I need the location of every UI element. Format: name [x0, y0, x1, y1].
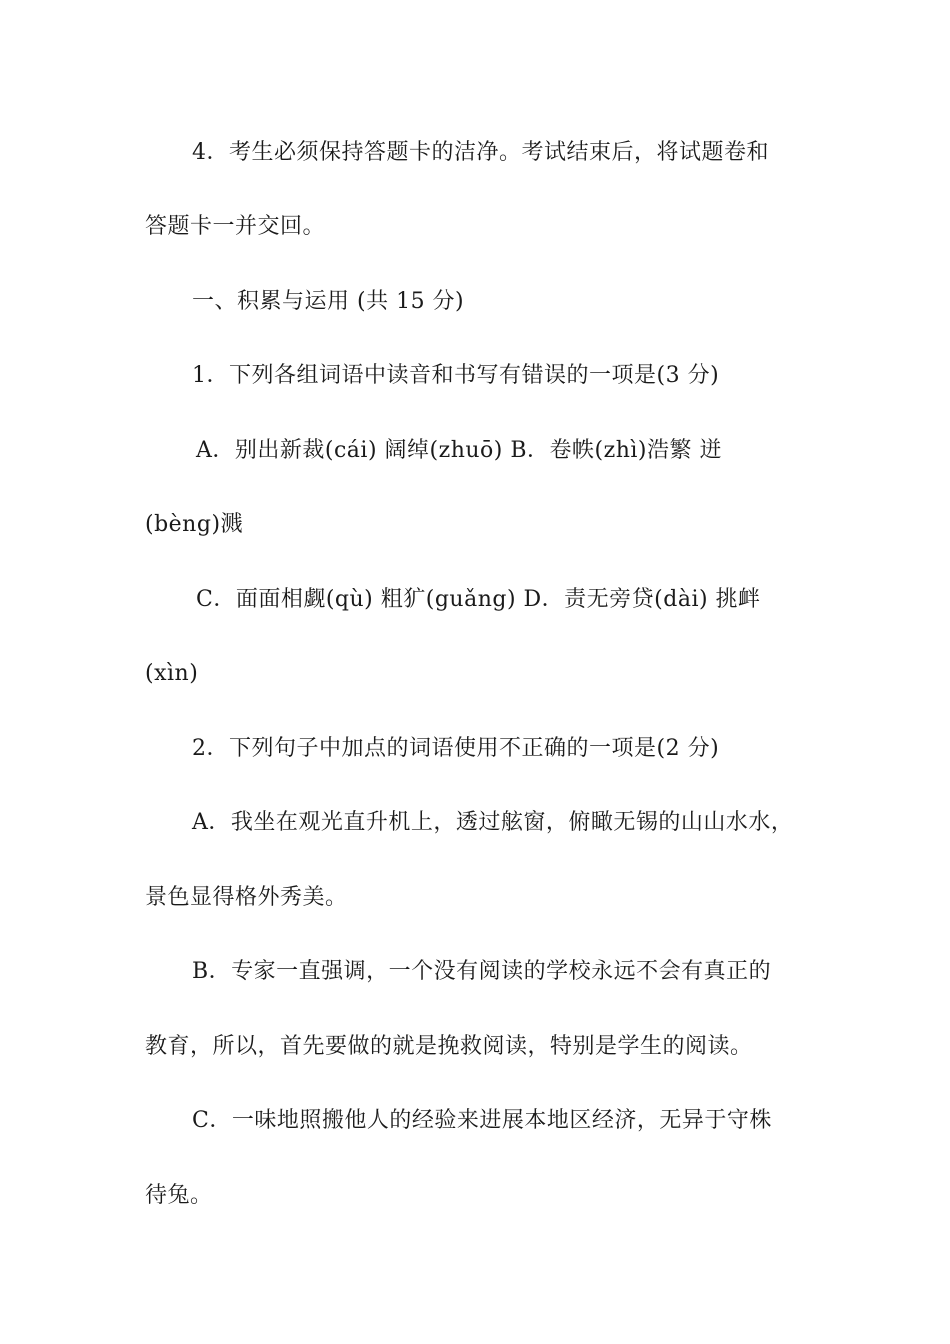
- question-1-options-cd: C．面面相觑(qù) 粗犷(guǎng) D．责无旁贷(dài) 挑衅: [196, 587, 761, 612]
- question-2-option-c-line-2: 待兔。: [145, 1183, 213, 1208]
- question-1: 1．下列各组词语中读音和书写有错误的一项是(3 分): [192, 363, 720, 388]
- question-1-options-ab: A．别出新裁(cái) 阔绰(zhuō) B．卷帙(zhì)浩繁 迸: [196, 438, 722, 463]
- question-2-option-c-line-1: C．一味地照搬他人的经验来进展本地区经济，无异于守株: [192, 1108, 772, 1133]
- question-1-options-cd-cont: (xìn): [145, 661, 199, 686]
- question-2-option-a-line-1: A．我坐在观光直升机上，透过舷窗，俯瞰无锡的山山水水，: [192, 810, 794, 835]
- question-2-option-b-line-2: 教育，所以，首先要做的就是挽救阅读，特别是学生的阅读。: [145, 1034, 753, 1059]
- instruction-4-line-2: 答题卡一并交回。: [145, 214, 326, 239]
- question-2: 2．下列句子中加点的词语使用不正确的一项是(2 分): [192, 736, 720, 761]
- question-2-option-a-line-2: 景色显得格外秀美。: [145, 885, 348, 910]
- instruction-4-line-1: 4．考生必须保持答题卡的洁净。考试结束后，将试题卷和: [192, 140, 769, 165]
- question-2-option-b-line-1: B．专家一直强调，一个没有阅读的学校永远不会有真正的: [192, 959, 772, 984]
- question-1-options-ab-cont: (bèng)溅: [145, 512, 244, 537]
- section-heading: 一、积累与运用 (共 15 分): [192, 289, 465, 314]
